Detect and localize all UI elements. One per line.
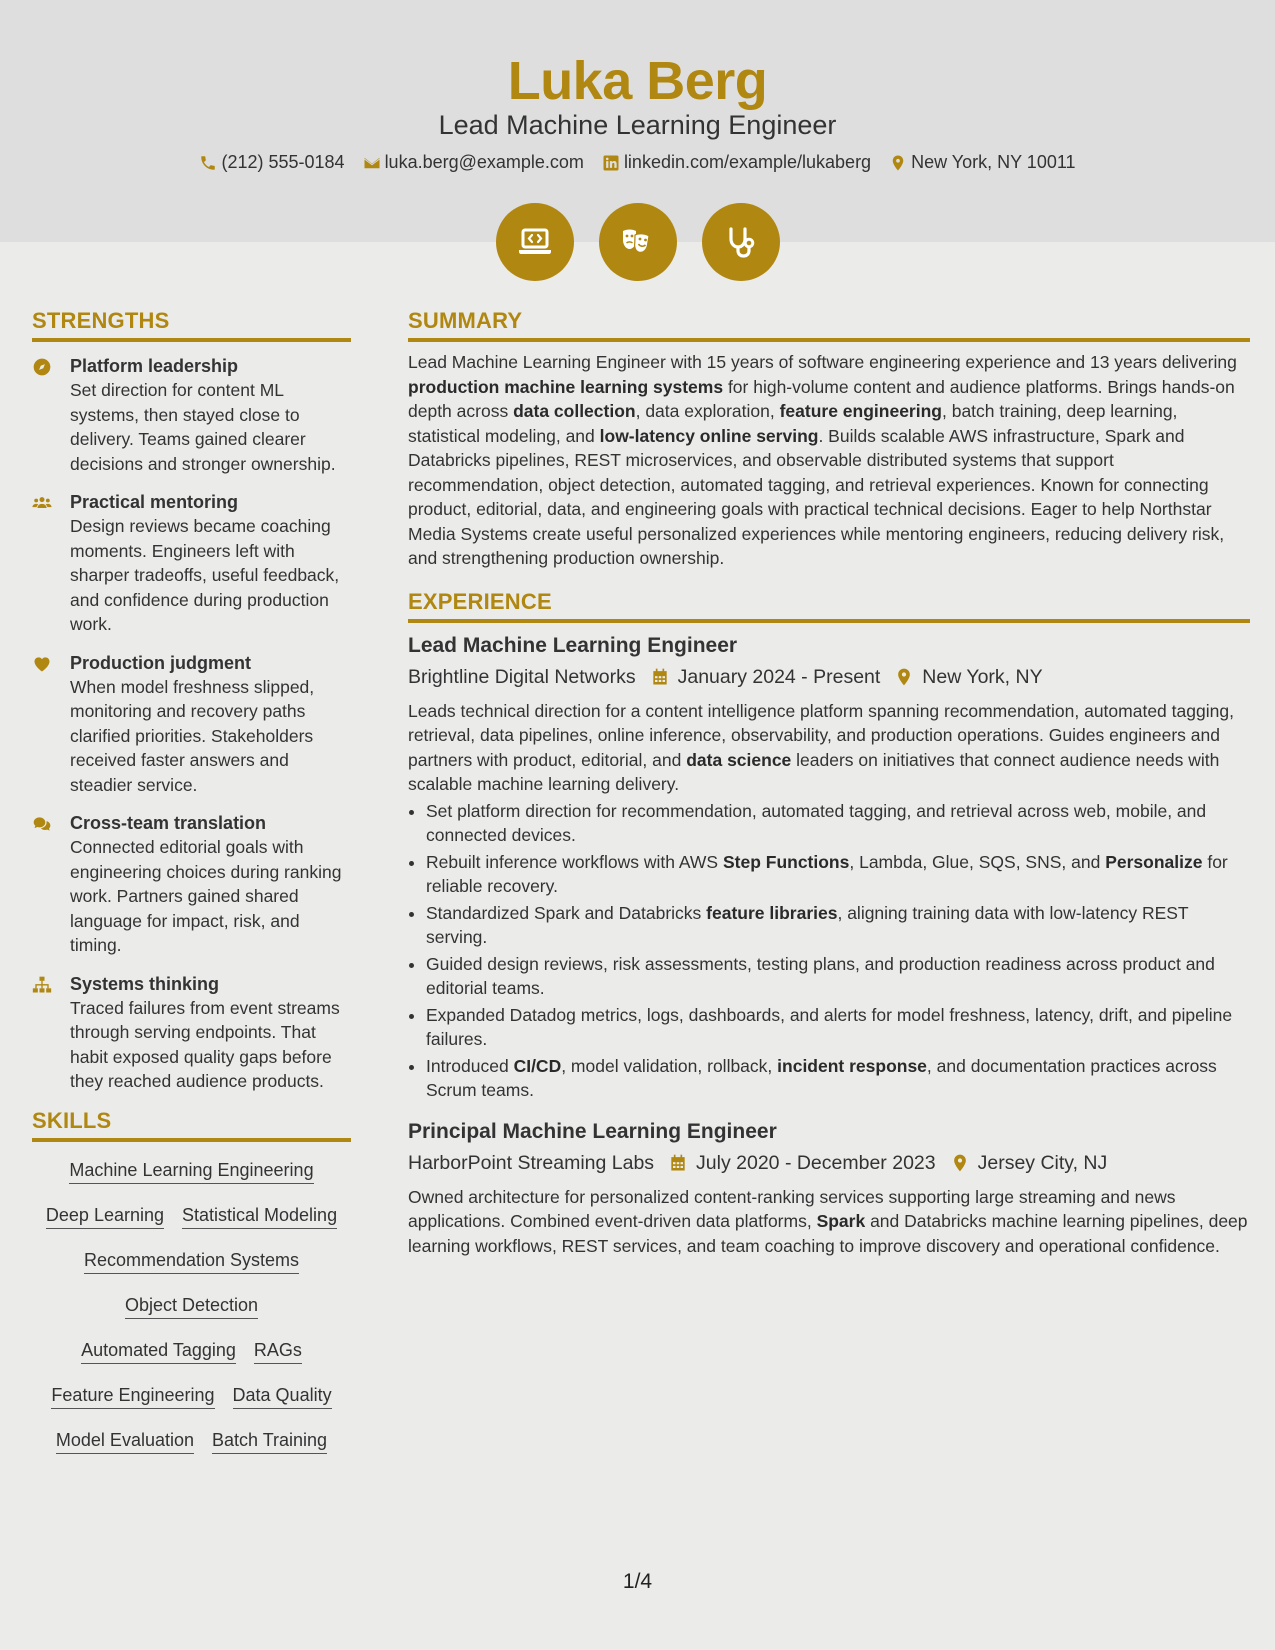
- contact-linkedin[interactable]: [602, 152, 871, 173]
- skill-tag: Recommendation Systems: [84, 1250, 299, 1274]
- contact-linkedin-text: linkedin.com/example/lukaberg: [623, 152, 872, 172]
- skill-tag: RAGs: [254, 1340, 302, 1364]
- interest-icons: [0, 203, 1275, 281]
- comments-icon: [32, 814, 52, 834]
- strength-item: [32, 490, 351, 637]
- strength-item: [32, 354, 351, 476]
- skill-tag: Data Quality: [233, 1385, 332, 1409]
- location-icon: [950, 1153, 970, 1173]
- theater-masks-circle: [599, 203, 677, 281]
- stethoscope-circle: [702, 203, 780, 281]
- job-bullet: • Standardized Spark and Databricks feature libraries, aligning training data with low-latency REST serving.: [426, 901, 1250, 950]
- job-dates: July 2020 - December 2023: [696, 1151, 936, 1174]
- location-icon: [889, 154, 907, 172]
- skill-tag: Batch Training: [212, 1430, 327, 1454]
- strengths-heading: STRENGTHS: [32, 308, 351, 342]
- job-entry: [408, 631, 1250, 1103]
- candidate-name: Luka Berg: [507, 51, 768, 111]
- job-bullet: • Set platform direction for recommendation, automated tagging, and retrieval across web, mobile, and connected devices.: [426, 799, 1250, 848]
- skill-tag: Deep Learning: [46, 1205, 164, 1229]
- job-description: Leads technical direction for a content intelligence platform spanning recommendation, automated tagging, retrieval, data pipelines, online inference, observability, and production operations. Guides engineers and partners with product, editorial, and data science leaders on initiatives that connect audience needs with scalable machine learning delivery.: [408, 700, 1234, 794]
- job-meta: [408, 663, 1250, 691]
- contact-email-text: luka.berg@example.com: [384, 152, 584, 172]
- heart-icon: [32, 654, 52, 674]
- contact-email[interactable]: [363, 152, 584, 173]
- skills-heading: SKILLS: [32, 1108, 351, 1142]
- strength-title: Production judgment: [70, 652, 251, 673]
- strength-title: Platform leadership: [70, 356, 239, 376]
- right-column: [408, 308, 1250, 1258]
- linkedin-icon: [602, 154, 620, 172]
- page-number: 1/4: [622, 1570, 653, 1593]
- job-location: New York, NY: [922, 665, 1043, 688]
- strengths-list: [32, 354, 351, 1094]
- contact-row: [0, 152, 1275, 173]
- left-column: [32, 308, 351, 1465]
- email-icon: [363, 154, 381, 172]
- skill-tag: Feature Engineering: [51, 1385, 214, 1409]
- contact-phone-text: (212) 555-0184: [221, 152, 345, 172]
- sitemap-icon: [32, 975, 52, 995]
- location-icon: [894, 667, 914, 687]
- job-bullet: • Rebuilt inference workflows with AWS Step Functions, Lambda, Glue, SQS, SNS, and Personalize for reliable recovery.: [426, 850, 1250, 899]
- job-bullet: • Expanded Datadog metrics, logs, dashboards, and alerts for model freshness, latency, drift, and pipeline failures.: [426, 1003, 1250, 1052]
- skill-tag: Automated Tagging: [81, 1340, 236, 1364]
- theater-masks-icon: [618, 222, 658, 262]
- calendar-icon: [668, 1153, 688, 1173]
- users-icon: [32, 493, 52, 513]
- job-bullet: • Guided design reviews, risk assessments, testing plans, and production readiness across product and editorial teams.: [426, 952, 1250, 1001]
- job-title: Principal Machine Learning Engineer: [408, 1119, 777, 1143]
- stethoscope-icon: [721, 222, 761, 262]
- phone-icon: [199, 154, 217, 172]
- strength-item: [32, 651, 351, 798]
- strength-text: Connected editorial goals with engineering choices during ranking work. Partners gained shared language for impact, risk, and timing.: [70, 837, 342, 955]
- candidate-title: Lead Machine Learning Engineer: [438, 110, 837, 140]
- job-dates: January 2024 - Present: [677, 665, 881, 688]
- skill-tag: Machine Learning Engineering: [69, 1160, 313, 1184]
- contact-location: [889, 152, 1075, 173]
- experience-heading: EXPERIENCE: [408, 589, 1250, 623]
- job-bullet: • Introduced CI/CD, model validation, rollback, incident response, and documentation practices across Scrum teams.: [426, 1054, 1250, 1103]
- calendar-icon: [650, 667, 670, 687]
- contact-phone[interactable]: [199, 152, 344, 173]
- strength-text: When model freshness slipped, monitoring and recovery paths clarified priorities. Stakeholders received faster answers and steadier service.: [70, 676, 315, 795]
- strength-item: [32, 972, 351, 1094]
- strength-item: [32, 811, 351, 958]
- laptop-code-icon: [515, 222, 555, 262]
- skills-list: [32, 1150, 351, 1465]
- job-title: Lead Machine Learning Engineer: [408, 633, 738, 657]
- job-company: HarborPoint Streaming Labs: [408, 1151, 655, 1174]
- strength-title: Cross-team translation: [70, 813, 267, 833]
- job-meta: [408, 1149, 1250, 1177]
- job-company: Brightline Digital Networks: [408, 665, 636, 688]
- summary-heading: SUMMARY: [408, 308, 1250, 342]
- job-entry: [408, 1117, 1250, 1259]
- skill-tag: Model Evaluation: [56, 1430, 194, 1454]
- compass-icon: [32, 357, 52, 377]
- strength-text: Traced failures from event streams through serving endpoints. That habit exposed quality gaps before they reached audience products.: [70, 997, 340, 1091]
- job-location: Jersey City, NJ: [977, 1151, 1108, 1174]
- strength-text: Set direction for content ML systems, then stayed close to delivery. Teams gained clearer decisions and stronger ownership.: [70, 380, 336, 474]
- strength-title: Systems thinking: [70, 973, 220, 994]
- summary-text: Lead Machine Learning Engineer with 15 years of software engineering experience and 13 years delivering production machine learning systems for high-volume content and audience platforms. Brings hands-on depth across data collection, data exploration, feature engineering, batch training, deep learning, statistical modeling, and low-latency online serving. Builds scalable AWS infrastructure, Spark and Databricks pipelines, REST microservices, and observable distributed systems that support recommendation, object detection, automated tagging, and retrieval experiences. Known for connecting product, editorial, data, and engineering goals with practical technical decisions. Eager to help Northstar Media Systems create useful personalized experiences while mentoring engineers, reducing delivery risk, and strengthening production ownership.: [408, 352, 1237, 568]
- contact-location-text: New York, NY 10011: [911, 152, 1076, 172]
- skill-tag: Statistical Modeling: [182, 1205, 337, 1229]
- job-description: Owned architecture for personalized content-ranking services supporting large streaming and news applications. Combined event-driven data platforms, Spark and Databricks machine learning pipelines, deep learning workflows, REST services, and team coaching to improve discovery and operational confidence.: [408, 1186, 1248, 1256]
- laptop-code-circle: [496, 203, 574, 281]
- strength-text: Design reviews became coaching moments. Engineers left with sharper tradeoffs, useful feedback, and confidence during production work.: [70, 516, 340, 634]
- strength-title: Practical mentoring: [70, 492, 239, 512]
- job-bullets: [408, 799, 1250, 1103]
- skill-tag: Object Detection: [125, 1295, 258, 1319]
